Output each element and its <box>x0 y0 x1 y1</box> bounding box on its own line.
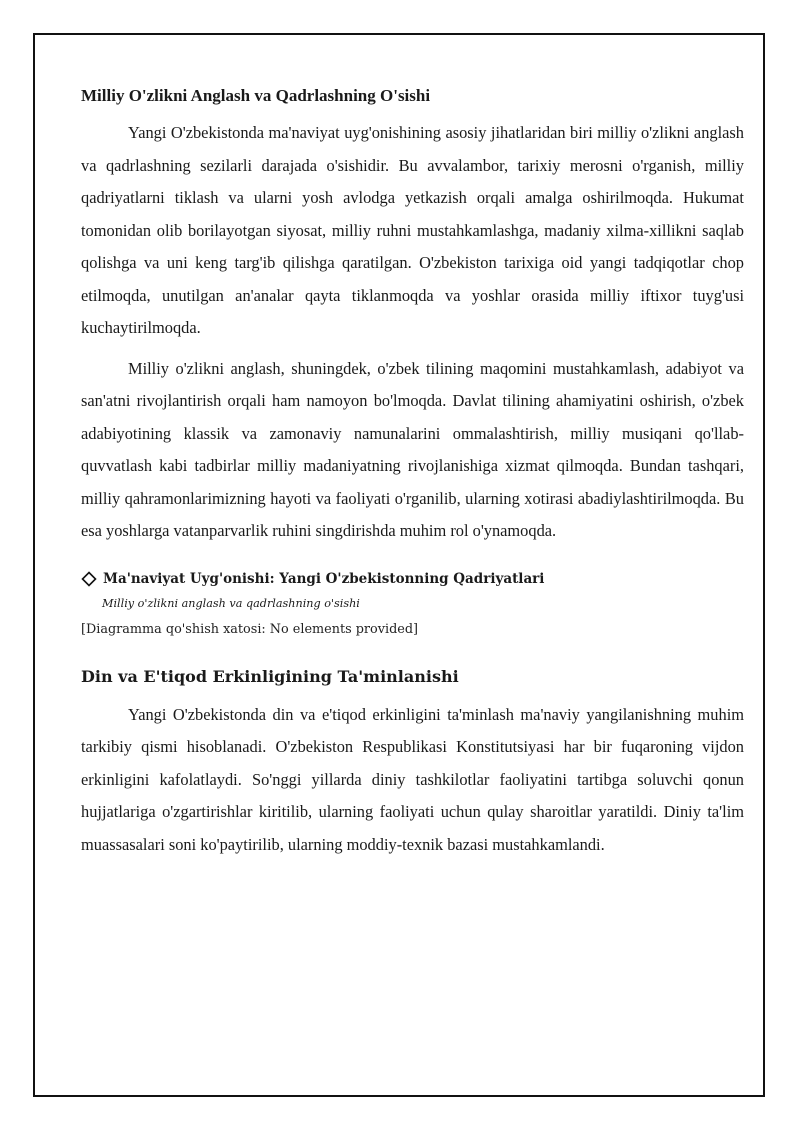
diamond-icon <box>81 571 97 587</box>
diagram-subtitle: Milliy o'zlikni anglash va qadrlashning o'sishi <box>102 596 360 610</box>
diagram-title: Ma'naviyat Uyg'onishi: Yangi O'zbekistonning Qadriyatlari <box>103 570 545 587</box>
paragraph-2: Milliy o'zlikni anglash, shuningdek, o'zbek tilining maqomini mustahkamlash, adabiyot va san'atni rivojlantirish orqali ham namoyon bo'lmoqda. Davlat tilining ahamiyatini oshirish, o'zbek adabiyotining klassik va zamonaviy namunalarini ommalashtirish, milliy musiqani qo'llab-quvvatlash kabi tadbirlar milliy madaniyatning rivojlanishiga xizmat qilmoqda. Bundan tashqari, milliy qahramonlarimizning hayoti va faoliyati o'rganilib, ularning xotirasi abadiylashtirilmoqda. Bu esa yoshlarga vatanparvarlik ruhini singdirishda muhim rol o'ynamoqda. <box>81 358 744 540</box>
section-heading-din-erkinligi: Din va E'tiqod Erkinligining Ta'minlanishi <box>81 666 459 686</box>
diagram-placeholder <box>81 568 744 639</box>
paragraph-1: Yangi O'zbekistonda ma'naviyat uyg'onishining asosiy jihatlaridan biri milliy o'zlikni anglash va qadrlashning sezilarli darajada o'sishidir. Bu avvalambor, tarixiy merosni o'rganish, milliy qadriyatlarni tiklash va ularni yosh avlodga yetkazish orqali amalga oshirilmoqda. Hukumat tomonidan olib borilayotgan siyosat, milliy ruhni mustahkamlashga, madaniy xilma-xillikni saqlab qolishga va uni keng targ'ib qilishga qaratilgan. O'zbekiston tarixiga oid yangi tadqiqotlar chop etilmoqda, unutilgan an'analar qayta tiklanmoqda va yoshlar orasida milliy iftixor tuyg'usi kuchaytirilmoqda. <box>81 123 744 337</box>
diagram-title-row <box>81 568 744 590</box>
document-body <box>81 84 744 861</box>
section-heading-milliy-ozlik: Milliy O'zlikni Anglash va Qadrlashning O'sishi <box>81 86 431 105</box>
paragraph-3: Yangi O'zbekistonda din va e'tiqod erkinligini ta'minlash ma'naviy yangilanishning muhim tarkibiy qismi hisoblanadi. O'zbekiston Respublikasi Konstitutsiyasi har bir fuqaroning vijdon erkinligini kafolatlaydi. So'nggi yillarda diniy tashkilotlar faoliyatini tartibga soluvchi qonun hujjatlariga o'zgartirishlar kiritilib, ularning faoliyati uchun qulay sharoitlar yaratildi. Diniy ta'lim muassasalari soni ko'paytirilib, ularning moddiy-texnik bazasi mustahkamlandi. <box>81 704 744 854</box>
diagram-error-message: [Diagramma qo'shish xatosi: No elements provided] <box>81 621 419 637</box>
